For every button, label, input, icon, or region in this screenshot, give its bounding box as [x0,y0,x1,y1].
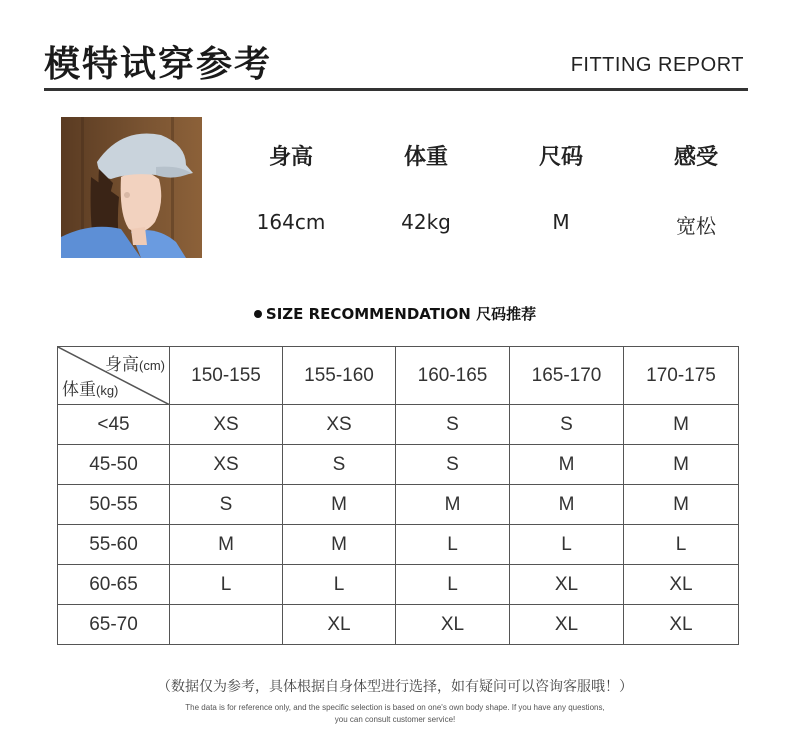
spec-value-height: 164cm [256,210,326,234]
size-cell: M [396,485,510,525]
row-weight: 45-50 [58,445,170,485]
spec-value-feel: 宽松 [676,214,716,238]
table-row [58,605,739,645]
size-cell: S [283,445,396,485]
size-cell: XL [624,605,739,645]
size-cell: XL [396,605,510,645]
page-title: 模特试穿参考 [44,44,273,85]
size-cell: L [396,565,510,605]
model-photo [61,117,202,258]
corner-height-label: 身高(cm) [105,355,165,374]
size-cell: XS [283,405,396,445]
column-header: 155-160 [283,347,396,405]
size-cell: S [396,445,510,485]
size-cell: M [170,525,283,565]
disclaimer-en-line2: you can consult customer service! [334,715,456,724]
size-cell: M [283,485,396,525]
size-cell: L [624,525,739,565]
size-cell: XL [510,565,624,605]
size-cell: L [396,525,510,565]
size-cell: XL [510,605,624,645]
spec-label-feel: 感受 [673,145,718,170]
table-row [58,565,739,605]
size-table [57,346,739,645]
disclaimer-cn: （数据仅为参考，具体根据自身体型进行选择，如有疑问可以咨询客服哦！） [157,679,633,695]
size-cell: L [170,565,283,605]
disclaimer-en [0,702,790,726]
size-cell: XL [283,605,396,645]
size-cell: M [624,485,739,525]
table-header-row [58,347,739,405]
column-header: 170-175 [624,347,739,405]
spec-label-size: 尺码 [538,145,583,170]
size-cell: M [283,525,396,565]
table-row [58,405,739,445]
row-weight: 65-70 [58,605,170,645]
column-header: 150-155 [170,347,283,405]
size-cell: M [510,445,624,485]
title-divider [44,88,748,91]
size-cell: S [510,405,624,445]
corner-weight-label: 体重(kg) [62,380,119,399]
size-cell: XS [170,445,283,485]
row-weight: 50-55 [58,485,170,525]
spec-value-weight: 42kg [401,210,451,234]
table-corner-cell [58,347,170,405]
table-row [58,525,739,565]
row-weight: 60-65 [58,565,170,605]
row-weight: <45 [58,405,170,445]
column-header: 165-170 [510,347,624,405]
size-cell [170,605,283,645]
size-cell: S [396,405,510,445]
size-cell: M [624,445,739,485]
row-weight: 55-60 [58,525,170,565]
spec-label-weight: 体重 [403,145,448,170]
size-recommendation-heading: SIZE RECOMMENDATION 尺码推荐 [0,303,790,324]
column-header: 160-165 [396,347,510,405]
size-cell: S [170,485,283,525]
bullet-icon [254,310,262,318]
size-cell: XS [170,405,283,445]
size-cell: M [624,405,739,445]
size-cell: L [510,525,624,565]
page-subtitle: FITTING REPORT [570,54,744,76]
size-cell: XL [624,565,739,605]
table-row [58,485,739,525]
table-row [58,445,739,485]
spec-label-height: 身高 [268,145,313,170]
spec-value-size: M [552,210,570,234]
size-cell: M [510,485,624,525]
disclaimer-en-line1: The data is for reference only, and the specific selection is based on one's own body shape. If you have any questions, [185,703,605,712]
size-cell: L [283,565,396,605]
